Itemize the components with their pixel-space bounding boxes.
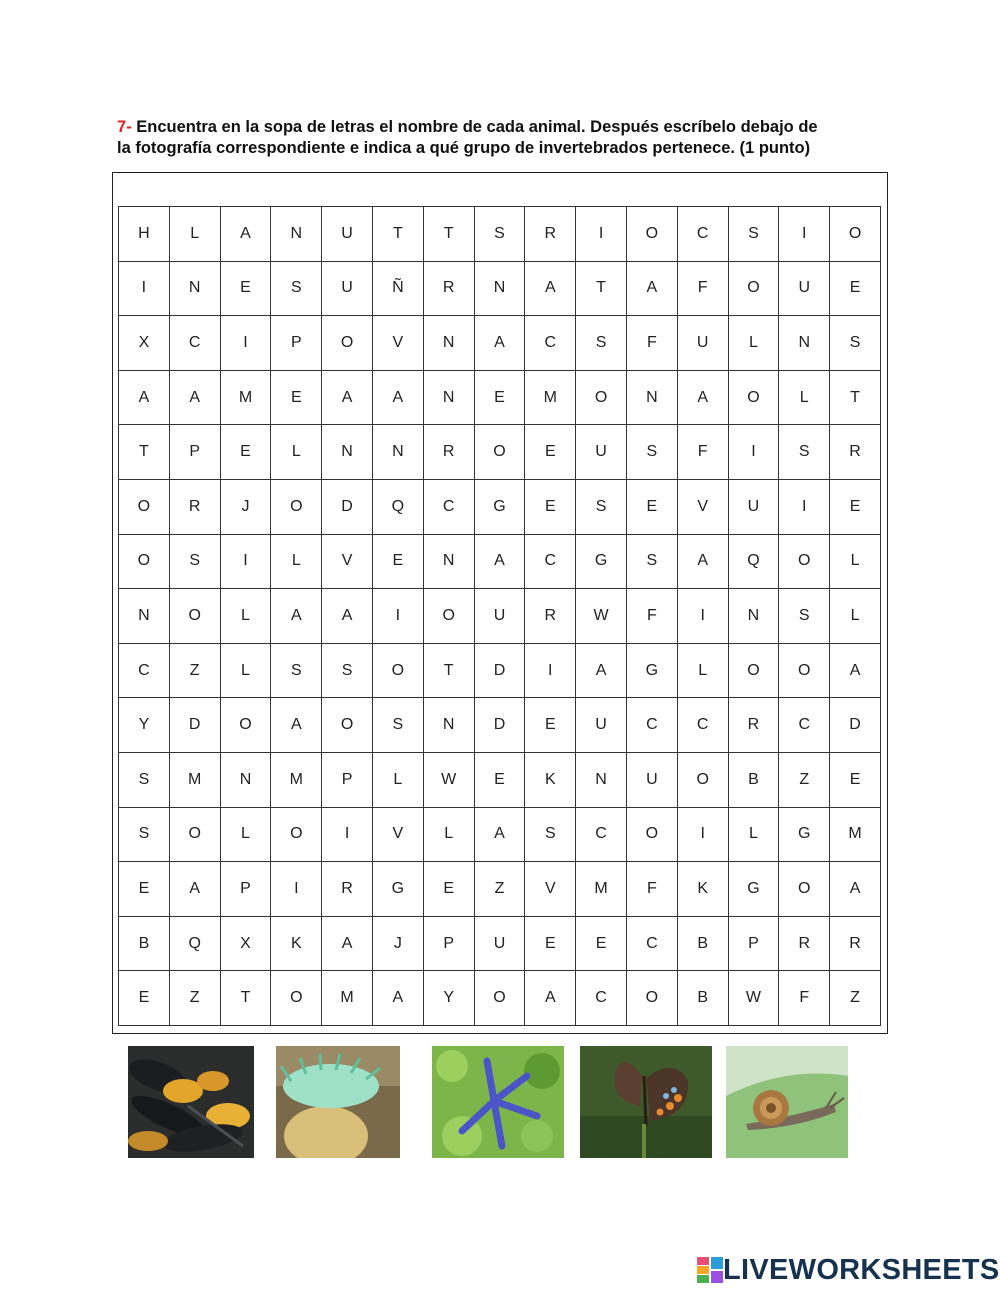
grid-cell[interactable]: S [779, 589, 830, 644]
grid-cell[interactable]: B [119, 917, 170, 972]
grid-cell[interactable]: F [627, 862, 678, 917]
grid-cell[interactable]: O [119, 535, 170, 590]
grid-cell[interactable]: R [525, 589, 576, 644]
grid-cell[interactable]: I [525, 644, 576, 699]
grid-cell[interactable]: B [678, 917, 729, 972]
grid-cell[interactable]: U [576, 425, 627, 480]
grid-cell[interactable]: R [424, 262, 475, 317]
grid-cell[interactable]: C [678, 698, 729, 753]
grid-cell[interactable]: U [475, 589, 526, 644]
grid-cell[interactable]: C [627, 698, 678, 753]
grid-cell[interactable]: L [424, 808, 475, 863]
grid-cell[interactable]: S [322, 644, 373, 699]
grid-cell[interactable]: J [373, 917, 424, 972]
grid-cell[interactable]: E [221, 262, 272, 317]
grid-cell[interactable]: O [678, 753, 729, 808]
grid-cell[interactable]: L [729, 316, 780, 371]
grid-cell[interactable]: L [170, 207, 221, 262]
snail-photo [726, 1046, 848, 1158]
grid-cell[interactable]: I [779, 207, 830, 262]
grid-cell[interactable]: C [576, 971, 627, 1026]
grid-cell[interactable]: O [627, 808, 678, 863]
grid-cell[interactable]: N [627, 371, 678, 426]
grid-cell[interactable]: M [576, 862, 627, 917]
grid-cell[interactable]: L [271, 425, 322, 480]
grid-cell[interactable]: C [525, 316, 576, 371]
grid-cell[interactable]: O [627, 971, 678, 1026]
grid-cell[interactable]: A [373, 971, 424, 1026]
grid-cell[interactable]: S [779, 425, 830, 480]
grid-cell[interactable]: N [119, 589, 170, 644]
grid-cell[interactable]: I [576, 207, 627, 262]
grid-cell[interactable]: C [170, 316, 221, 371]
grid-cell[interactable]: E [475, 371, 526, 426]
grid-cell[interactable]: N [424, 535, 475, 590]
grid-cell[interactable]: F [678, 425, 729, 480]
grid-cell[interactable]: D [830, 698, 881, 753]
grid-cell[interactable]: M [830, 808, 881, 863]
grid-cell[interactable]: O [779, 535, 830, 590]
grid-cell[interactable]: O [627, 207, 678, 262]
grid-cell[interactable]: C [424, 480, 475, 535]
grid-cell[interactable]: X [119, 316, 170, 371]
grid-cell[interactable]: O [221, 698, 272, 753]
grid-cell[interactable]: E [525, 480, 576, 535]
grid-cell[interactable]: R [525, 207, 576, 262]
grid-cell[interactable]: E [119, 862, 170, 917]
grid-cell[interactable]: Z [170, 971, 221, 1026]
grid-cell[interactable]: O [779, 644, 830, 699]
grid-cell[interactable]: R [779, 917, 830, 972]
grid-cell[interactable]: N [170, 262, 221, 317]
word-search-grid [118, 206, 881, 1026]
grid-cell[interactable]: N [475, 262, 526, 317]
grid-cell[interactable]: O [170, 808, 221, 863]
grid-cell[interactable]: A [170, 862, 221, 917]
grid-cell[interactable]: A [271, 698, 322, 753]
grid-cell[interactable]: L [779, 371, 830, 426]
grid-cell[interactable]: L [221, 644, 272, 699]
grid-cell[interactable]: A [221, 207, 272, 262]
grid-cell[interactable]: E [830, 753, 881, 808]
grid-cell[interactable]: G [779, 808, 830, 863]
grid-cell[interactable]: S [525, 808, 576, 863]
grid-cell[interactable]: E [525, 698, 576, 753]
grid-cell[interactable]: X [221, 917, 272, 972]
grid-cell[interactable]: G [729, 862, 780, 917]
grid-cell[interactable]: E [424, 862, 475, 917]
grid-cell[interactable]: Q [729, 535, 780, 590]
grid-cell[interactable]: N [779, 316, 830, 371]
grid-cell[interactable]: A [322, 371, 373, 426]
grid-cell[interactable]: N [424, 316, 475, 371]
grid-cell[interactable]: S [119, 753, 170, 808]
grid-cell[interactable]: P [271, 316, 322, 371]
grid-cell[interactable]: U [322, 207, 373, 262]
grid-cell[interactable]: L [271, 535, 322, 590]
liveworksheets-logo-text: LIVEWORKSHEETS [723, 1253, 1000, 1286]
grid-cell[interactable]: F [627, 589, 678, 644]
grid-cell[interactable]: P [221, 862, 272, 917]
grid-cell[interactable]: U [576, 698, 627, 753]
grid-cell[interactable]: C [678, 207, 729, 262]
grid-cell[interactable]: O [373, 644, 424, 699]
grid-cell[interactable]: V [373, 316, 424, 371]
grid-cell[interactable]: D [475, 644, 526, 699]
grid-cell[interactable]: I [221, 316, 272, 371]
grid-cell[interactable]: S [475, 207, 526, 262]
grid-cell[interactable]: O [119, 480, 170, 535]
grid-cell[interactable]: N [424, 371, 475, 426]
grid-cell[interactable]: Ñ [373, 262, 424, 317]
grid-cell[interactable]: V [373, 808, 424, 863]
grid-cell[interactable]: U [779, 262, 830, 317]
grid-cell[interactable]: S [729, 207, 780, 262]
grid-cell[interactable]: W [424, 753, 475, 808]
grid-cell[interactable]: A [576, 644, 627, 699]
grid-cell[interactable]: K [678, 862, 729, 917]
grid-cell[interactable]: S [271, 644, 322, 699]
grid-cell[interactable]: L [830, 589, 881, 644]
grid-cell[interactable]: L [678, 644, 729, 699]
grid-cell[interactable]: I [729, 425, 780, 480]
grid-cell[interactable]: I [373, 589, 424, 644]
animal-photos [0, 1046, 1000, 1160]
grid-cell[interactable]: D [322, 480, 373, 535]
grid-cell[interactable]: T [424, 207, 475, 262]
grid-cell[interactable]: V [322, 535, 373, 590]
grid-cell[interactable]: U [627, 753, 678, 808]
grid-cell[interactable]: U [475, 917, 526, 972]
grid-cell[interactable]: V [678, 480, 729, 535]
grid-cell[interactable]: S [170, 535, 221, 590]
grid-cell[interactable]: R [729, 698, 780, 753]
grid-cell[interactable]: O [424, 589, 475, 644]
grid-cell[interactable]: T [830, 371, 881, 426]
grid-cell[interactable]: G [576, 535, 627, 590]
grid-cell[interactable]: A [627, 262, 678, 317]
grid-cell[interactable]: N [576, 753, 627, 808]
grid-cell[interactable]: A [322, 589, 373, 644]
grid-cell[interactable]: I [119, 262, 170, 317]
grid-cell[interactable]: R [830, 425, 881, 480]
grid-cell[interactable]: S [627, 535, 678, 590]
grid-cell[interactable]: A [475, 316, 526, 371]
grid-cell[interactable]: V [525, 862, 576, 917]
exercise-number: 7- [117, 118, 132, 136]
grid-cell[interactable]: O [729, 644, 780, 699]
grid-cell[interactable]: M [271, 753, 322, 808]
grid-cell[interactable]: N [729, 589, 780, 644]
grid-cell[interactable]: F [678, 262, 729, 317]
instructions-line-2: la fotografía correspondiente e indica a qué grupo de invertebrados pertenece. (1 punto) [117, 139, 811, 157]
grid-cell[interactable]: D [475, 698, 526, 753]
grid-cell[interactable]: E [830, 262, 881, 317]
grid-cell[interactable]: U [322, 262, 373, 317]
instructions-text-1: Encuentra en la sopa de letras el nombre de cada animal. Después escríbelo debajo de [136, 118, 818, 136]
grid-cell[interactable]: A [373, 371, 424, 426]
grid-cell[interactable]: M [170, 753, 221, 808]
grid-cell[interactable]: I [322, 808, 373, 863]
grid-cell[interactable]: O [322, 698, 373, 753]
grid-cell[interactable]: R [322, 862, 373, 917]
grid-cell[interactable]: A [119, 371, 170, 426]
grid-cell[interactable]: E [830, 480, 881, 535]
grid-cell[interactable]: H [119, 207, 170, 262]
grid-cell[interactable]: F [627, 316, 678, 371]
grid-cell[interactable]: O [271, 480, 322, 535]
grid-cell[interactable]: O [830, 207, 881, 262]
grid-cell[interactable]: U [678, 316, 729, 371]
instructions-line-1 [117, 117, 897, 138]
grid-cell[interactable]: Q [170, 917, 221, 972]
grid-cell[interactable]: N [322, 425, 373, 480]
grid-cell[interactable]: O [475, 971, 526, 1026]
grid-cell[interactable]: P [322, 753, 373, 808]
grid-cell[interactable]: R [424, 425, 475, 480]
grid-cell[interactable]: D [170, 698, 221, 753]
grid-cell[interactable]: A [678, 371, 729, 426]
grid-cell[interactable]: L [373, 753, 424, 808]
grid-cell[interactable]: A [525, 262, 576, 317]
grid-cell[interactable]: A [170, 371, 221, 426]
liveworksheets-logo [697, 1253, 1000, 1287]
grid-cell[interactable]: A [525, 971, 576, 1026]
grid-cell[interactable]: N [424, 698, 475, 753]
grid-cell[interactable]: G [627, 644, 678, 699]
grid-cell[interactable]: C [627, 917, 678, 972]
grid-cell[interactable]: R [170, 480, 221, 535]
grid-cell[interactable]: T [221, 971, 272, 1026]
grid-cell[interactable]: L [830, 535, 881, 590]
grid-cell[interactable]: N [271, 207, 322, 262]
grid-cell[interactable]: M [322, 971, 373, 1026]
grid-cell[interactable]: W [729, 971, 780, 1026]
grid-cell[interactable]: E [475, 753, 526, 808]
grid-cell[interactable]: S [373, 698, 424, 753]
liveworksheets-logo-icon [697, 1257, 723, 1283]
grid-cell[interactable]: P [170, 425, 221, 480]
grid-cell[interactable]: A [830, 862, 881, 917]
grid-cell[interactable]: O [322, 316, 373, 371]
sea-anemone-photo [276, 1046, 400, 1158]
grid-cell[interactable]: E [373, 535, 424, 590]
grid-cell[interactable]: G [373, 862, 424, 917]
grid-cell[interactable]: G [475, 480, 526, 535]
grid-cell[interactable]: A [271, 589, 322, 644]
grid-cell[interactable]: I [779, 480, 830, 535]
grid-cell[interactable]: S [576, 316, 627, 371]
grid-cell[interactable]: W [576, 589, 627, 644]
grid-cell[interactable]: E [221, 425, 272, 480]
grid-cell[interactable]: U [729, 480, 780, 535]
grid-cell[interactable]: O [271, 808, 322, 863]
grid-cell[interactable]: C [119, 644, 170, 699]
grid-cell[interactable]: F [779, 971, 830, 1026]
grid-cell[interactable]: S [576, 480, 627, 535]
grid-cell[interactable]: E [576, 917, 627, 972]
grid-cell[interactable]: E [525, 917, 576, 972]
grid-cell[interactable]: S [119, 808, 170, 863]
grid-cell[interactable]: E [525, 425, 576, 480]
grid-cell[interactable]: T [373, 207, 424, 262]
grid-cell[interactable]: E [119, 971, 170, 1026]
grid-cell[interactable]: L [221, 589, 272, 644]
grid-cell[interactable]: I [271, 862, 322, 917]
grid-cell[interactable]: Z [170, 644, 221, 699]
grid-cell[interactable]: S [271, 262, 322, 317]
grid-cell[interactable]: Z [475, 862, 526, 917]
grid-cell[interactable]: O [475, 425, 526, 480]
grid-cell[interactable]: C [779, 698, 830, 753]
grid-cell[interactable]: C [525, 535, 576, 590]
grid-cell[interactable]: O [779, 862, 830, 917]
grid-cell[interactable]: I [221, 535, 272, 590]
grid-cell[interactable]: O [729, 262, 780, 317]
mussels-photo [128, 1046, 254, 1158]
grid-cell[interactable]: M [525, 371, 576, 426]
grid-cell[interactable]: O [170, 589, 221, 644]
grid-cell[interactable]: Z [830, 971, 881, 1026]
grid-cell[interactable]: T [424, 644, 475, 699]
grid-cell[interactable]: A [678, 535, 729, 590]
grid-cell[interactable]: L [729, 808, 780, 863]
grid-cell[interactable]: C [576, 808, 627, 863]
grid-cell[interactable]: E [271, 371, 322, 426]
grid-cell[interactable]: B [729, 753, 780, 808]
grid-cell[interactable]: O [271, 971, 322, 1026]
grid-cell[interactable]: P [729, 917, 780, 972]
butterfly-photo [580, 1046, 712, 1158]
grid-cell[interactable]: B [678, 971, 729, 1026]
grid-cell[interactable]: K [525, 753, 576, 808]
grid-cell[interactable]: O [729, 371, 780, 426]
starfish-photo [432, 1046, 564, 1158]
grid-cell[interactable]: Q [373, 480, 424, 535]
grid-cell[interactable]: Y [424, 971, 475, 1026]
grid-cell[interactable]: Y [119, 698, 170, 753]
grid-cell[interactable]: Z [779, 753, 830, 808]
grid-cell[interactable]: S [830, 316, 881, 371]
grid-cell[interactable]: A [475, 808, 526, 863]
grid-cell[interactable]: A [830, 644, 881, 699]
grid-cell[interactable]: O [576, 371, 627, 426]
grid-cell[interactable]: A [475, 535, 526, 590]
grid-cell[interactable]: M [221, 371, 272, 426]
instructions [117, 117, 897, 159]
grid-cell[interactable]: R [830, 917, 881, 972]
grid-cell[interactable]: N [221, 753, 272, 808]
grid-cell[interactable]: J [221, 480, 272, 535]
grid-cell[interactable]: A [322, 917, 373, 972]
grid-cell[interactable]: L [221, 808, 272, 863]
grid-cell[interactable]: I [678, 589, 729, 644]
grid-cell[interactable]: T [576, 262, 627, 317]
grid-cell[interactable]: P [424, 917, 475, 972]
grid-cell[interactable]: K [271, 917, 322, 972]
grid-cell[interactable]: I [678, 808, 729, 863]
grid-cell[interactable]: N [373, 425, 424, 480]
grid-cell[interactable]: S [627, 425, 678, 480]
grid-cell[interactable]: E [627, 480, 678, 535]
grid-cell[interactable]: T [119, 425, 170, 480]
